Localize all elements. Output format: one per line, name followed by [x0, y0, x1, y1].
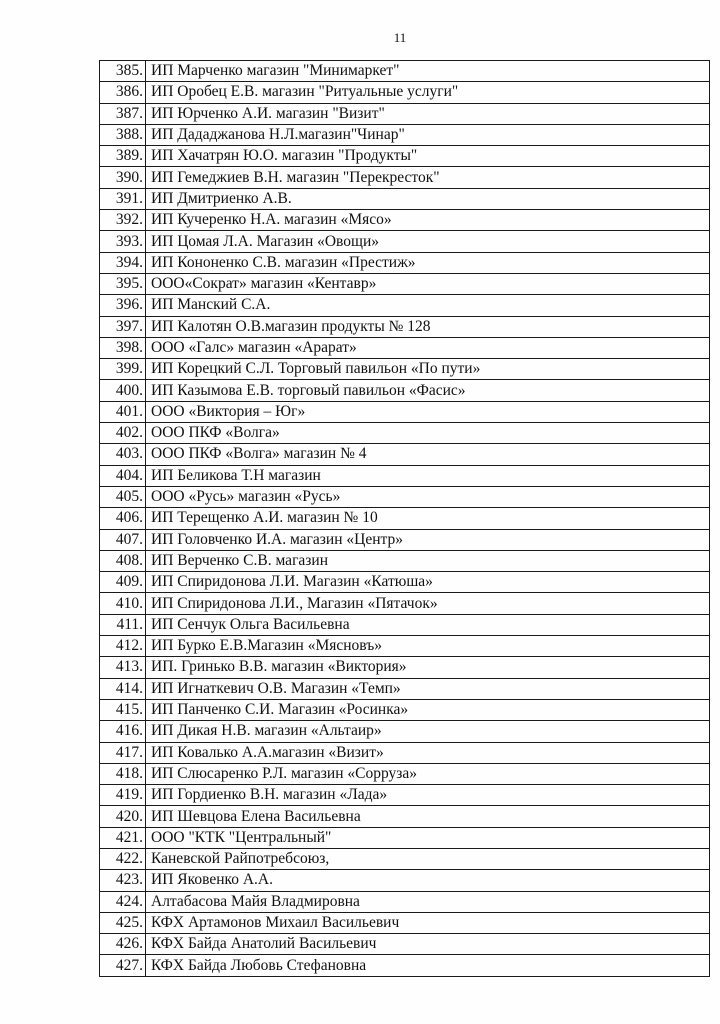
table-row: [100, 423, 710, 444]
table-row: [100, 167, 710, 188]
row-number: 415.: [100, 699, 146, 720]
row-number: 418.: [100, 763, 146, 784]
row-number: 388.: [100, 124, 146, 145]
row-number: 390.: [100, 167, 146, 188]
row-number: 404.: [100, 465, 146, 486]
table-row: [100, 870, 710, 891]
row-number: 391.: [100, 188, 146, 209]
row-number: 407.: [100, 529, 146, 550]
row-number: 422.: [100, 848, 146, 869]
row-number: 400.: [100, 380, 146, 401]
table-row: [100, 529, 710, 550]
row-number: 389.: [100, 146, 146, 167]
organization-name: КФХ Артамонов Михаил Васильевич: [146, 912, 710, 933]
organization-name: ИП Терещенко А.И. магазин № 10: [146, 508, 710, 529]
table-row: [100, 614, 710, 635]
row-number: 405.: [100, 486, 146, 507]
table-row: [100, 401, 710, 422]
register-table: [99, 60, 710, 977]
table-row: [100, 486, 710, 507]
row-number: 414.: [100, 678, 146, 699]
table-row: [100, 572, 710, 593]
row-number: 398.: [100, 337, 146, 358]
row-number: 420.: [100, 806, 146, 827]
organization-name: ИП Слюсаренко Р.Л. магазин «Сорруза»: [146, 763, 710, 784]
row-number: 392.: [100, 210, 146, 231]
table-row: [100, 593, 710, 614]
organization-name: ИП Головченко И.А. магазин «Центр»: [146, 529, 710, 550]
table-row: [100, 785, 710, 806]
organization-name: ООО ПКФ «Волга» магазин № 4: [146, 444, 710, 465]
organization-name: ИП Шевцова Елена Васильевна: [146, 806, 710, 827]
table-row: [100, 273, 710, 294]
table-row: [100, 678, 710, 699]
table-row: [100, 848, 710, 869]
table-row: [100, 380, 710, 401]
table-row: [100, 82, 710, 103]
table-row: [100, 61, 710, 82]
organization-name: ИП Юрченко А.И. магазин "Визит": [146, 103, 710, 124]
row-number: 385.: [100, 61, 146, 82]
row-number: 406.: [100, 508, 146, 529]
organization-name: ИП Панченко С.И. Магазин «Росинка»: [146, 699, 710, 720]
table-row: [100, 337, 710, 358]
row-number: 403.: [100, 444, 146, 465]
table-row: [100, 742, 710, 763]
organization-name: ИП Марченко магазин "Минимаркет": [146, 61, 710, 82]
organization-name: ООО "КТК "Центральный": [146, 827, 710, 848]
table-row: [100, 252, 710, 273]
table-row: [100, 763, 710, 784]
organization-name: ИП Кононенко С.В. магазин «Престиж»: [146, 252, 710, 273]
organization-name: Каневской Райпотребсоюз,: [146, 848, 710, 869]
organization-name: ИП Манский С.А.: [146, 295, 710, 316]
organization-name: ООО ПКФ «Волга»: [146, 423, 710, 444]
organization-name: ИП Спиридонова Л.И. Магазин «Катюша»: [146, 572, 710, 593]
row-number: 417.: [100, 742, 146, 763]
table-row: [100, 550, 710, 571]
organization-name: ИП Бурко Е.В.Магазин «Мясновъ»: [146, 636, 710, 657]
table-row: [100, 444, 710, 465]
table-row: [100, 146, 710, 167]
row-number: 416.: [100, 721, 146, 742]
row-number: 397.: [100, 316, 146, 337]
table-row: [100, 636, 710, 657]
organization-name: ИП Дикая Н.В. магазин «Альтаир»: [146, 721, 710, 742]
organization-name: ИП Хачатрян Ю.О. магазин "Продукты": [146, 146, 710, 167]
organization-name: ИП Дмитриенко А.В.: [146, 188, 710, 209]
row-number: 401.: [100, 401, 146, 422]
table-row: [100, 465, 710, 486]
row-number: 426.: [100, 934, 146, 955]
table-row: [100, 210, 710, 231]
organization-name: ИП Ковалько А.А.магазин «Визит»: [146, 742, 710, 763]
organization-name: КФХ Байда Любовь Стефановна: [146, 955, 710, 976]
organization-name: ИП Оробец Е.В. магазин "Ритуальные услуги": [146, 82, 710, 103]
organization-name: ИП Гемеджиев В.Н. магазин "Перекресток": [146, 167, 710, 188]
table-row: [100, 508, 710, 529]
table-row: [100, 103, 710, 124]
organization-name: ИП Игнаткевич О.В. Магазин «Темп»: [146, 678, 710, 699]
table-row: [100, 231, 710, 252]
organization-name: ИП Беликова Т.Н магазин: [146, 465, 710, 486]
organization-name: ИП. Гринько В.В. магазин «Виктория»: [146, 657, 710, 678]
row-number: 387.: [100, 103, 146, 124]
row-number: 425.: [100, 912, 146, 933]
organization-name: КФХ Байда Анатолий Васильевич: [146, 934, 710, 955]
row-number: 411.: [100, 614, 146, 635]
organization-name: ООО «Русь» магазин «Русь»: [146, 486, 710, 507]
table-row: [100, 359, 710, 380]
organization-name: ООО «Виктория – Юг»: [146, 401, 710, 422]
organization-name: ООО«Сократ» магазин «Кентавр»: [146, 273, 710, 294]
row-number: 419.: [100, 785, 146, 806]
row-number: 412.: [100, 636, 146, 657]
organization-name: ИП Казымова Е.В. торговый павильон «Фасис»: [146, 380, 710, 401]
organization-name: ИП Яковенко А.А.: [146, 870, 710, 891]
row-number: 421.: [100, 827, 146, 848]
table-row: [100, 295, 710, 316]
organization-name: ИП Гордиенко В.Н. магазин «Лада»: [146, 785, 710, 806]
table-row: [100, 124, 710, 145]
row-number: 410.: [100, 593, 146, 614]
row-number: 409.: [100, 572, 146, 593]
organization-name: ИП Сенчук Ольга Васильевна: [146, 614, 710, 635]
organization-name: ИП Дададжанова Н.Л.магазин"Чинар": [146, 124, 710, 145]
row-number: 423.: [100, 870, 146, 891]
row-number: 413.: [100, 657, 146, 678]
organization-name: ИП Спиридонова Л.И., Магазин «Пятачок»: [146, 593, 710, 614]
organization-name: Алтабасова Майя Владмировна: [146, 891, 710, 912]
row-number: 424.: [100, 891, 146, 912]
table-row: [100, 657, 710, 678]
table-row: [100, 188, 710, 209]
table-row: [100, 955, 710, 976]
table-row: [100, 934, 710, 955]
row-number: 394.: [100, 252, 146, 273]
table-row: [100, 316, 710, 337]
table-row: [100, 912, 710, 933]
table-row: [100, 806, 710, 827]
organization-name: ИП Цомая Л.А. Магазин «Овощи»: [146, 231, 710, 252]
organization-name: ИП Калотян О.В.магазин продукты № 128: [146, 316, 710, 337]
row-number: 396.: [100, 295, 146, 316]
organization-name: ООО «Галс» магазин «Арарат»: [146, 337, 710, 358]
table-row: [100, 827, 710, 848]
row-number: 402.: [100, 423, 146, 444]
organization-name: ИП Корецкий С.Л. Торговый павильон «По пути»: [146, 359, 710, 380]
organization-name: ИП Верченко С.В. магазин: [146, 550, 710, 571]
row-number: 399.: [100, 359, 146, 380]
register-table-body: [100, 61, 710, 977]
row-number: 386.: [100, 82, 146, 103]
table-row: [100, 699, 710, 720]
organization-name: ИП Кучеренко Н.А. магазин «Мясо»: [146, 210, 710, 231]
row-number: 395.: [100, 273, 146, 294]
table-row: [100, 721, 710, 742]
page-number: 11: [393, 30, 407, 45]
row-number: 408.: [100, 550, 146, 571]
row-number: 393.: [100, 231, 146, 252]
table-row: [100, 891, 710, 912]
row-number: 427.: [100, 955, 146, 976]
